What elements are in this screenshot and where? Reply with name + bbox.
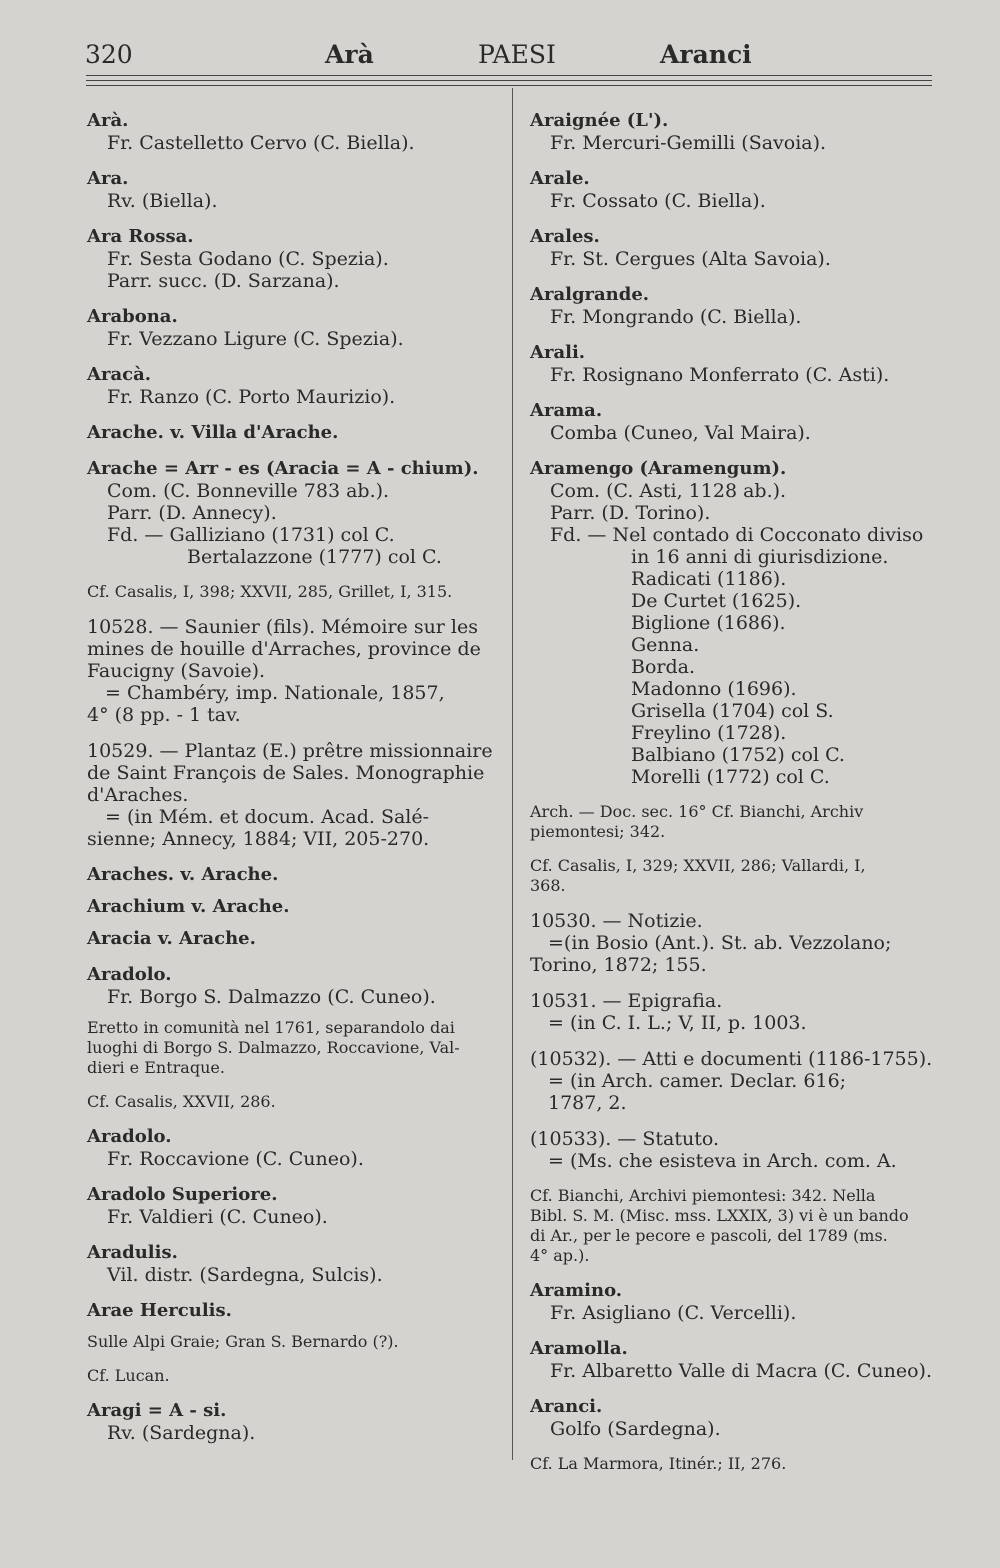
bib-line: 1787, 2. xyxy=(548,1092,627,1114)
bib-line: d'Araches. xyxy=(87,784,189,806)
bib-line: = (in Mém. et docum. Acad. Salé- xyxy=(105,806,430,828)
entry-heading: Aracia v. Arache. xyxy=(87,928,256,949)
citation-line: Arch. — Doc. sec. 16° Cf. Bianchi, Archiv xyxy=(530,802,864,821)
entry-heading: Arache. v. Villa d'Arache. xyxy=(87,422,339,443)
citation: Cf. Casalis, I, 398; XXVII, 285, Grillet, I, 315. xyxy=(87,582,453,601)
citation xyxy=(530,1186,950,1266)
bibliography-item xyxy=(530,1048,950,1114)
entry xyxy=(87,1400,507,1444)
entry-heading: Arae Herculis. xyxy=(87,1300,232,1321)
entry-line: Radicati (1186). xyxy=(631,568,787,590)
entry-heading: Aramolla. xyxy=(530,1338,628,1359)
entry xyxy=(87,226,507,292)
column-divider xyxy=(512,88,513,1460)
entry-heading: Aragi = A - si. xyxy=(87,1400,227,1421)
bib-line: sienne; Annecy, 1884; VII, 205-270. xyxy=(87,828,430,850)
bib-line: 10528. — Saunier (fils). Mémoire sur les xyxy=(87,616,479,638)
entry-line: Fr. Asigliano (C. Vercelli). xyxy=(550,1302,797,1324)
entry xyxy=(87,364,507,408)
entry-line: Morelli (1772) col C. xyxy=(631,766,830,788)
entry-line: Fr. Mongrando (C. Biella). xyxy=(550,306,802,328)
header-rule-bottom xyxy=(86,85,932,86)
entry xyxy=(87,422,507,444)
bibliography-item xyxy=(530,910,950,976)
entry-line: Golfo (Sardegna). xyxy=(550,1418,721,1440)
citation: Cf. La Marmora, Itinér.; II, 276. xyxy=(530,1454,787,1473)
citation-line: 4° ap.). xyxy=(530,1246,590,1265)
bib-line: 10531. — Epigrafia. xyxy=(530,990,723,1012)
entry xyxy=(87,110,507,154)
entry-line: Fr. Cossato (C. Biella). xyxy=(550,190,766,212)
entry xyxy=(530,226,950,270)
bib-line: (10533). — Statuto. xyxy=(530,1128,720,1150)
entry-line: Fr. Borgo S. Dalmazzo (C. Cuneo). xyxy=(107,986,436,1008)
bib-line: = (in C. I. L.; V, II, p. 1003. xyxy=(548,1012,807,1034)
entry-heading: Aradulis. xyxy=(87,1242,178,1263)
bib-line: =(in Bosio (Ant.). St. ab. Vezzolano; xyxy=(548,932,892,954)
citation xyxy=(530,802,950,842)
entry-heading: Arali. xyxy=(530,342,586,363)
entry-line: Rv. (Sardegna). xyxy=(107,1422,256,1444)
entry xyxy=(87,458,507,568)
entry-heading: Arale. xyxy=(530,168,590,189)
entry-heading: Aranci. xyxy=(530,1396,603,1417)
citation-line: Bibl. S. M. (Misc. mss. LXXIX, 3) vi è un bando xyxy=(530,1206,909,1225)
entry-heading: Ara. xyxy=(87,168,129,189)
entry xyxy=(530,400,950,444)
entry-line: Parr. (D. Annecy). xyxy=(107,502,277,524)
entry xyxy=(530,110,950,154)
bib-line: Faucigny (Savoie). xyxy=(87,660,266,682)
entry-line: Fr. Roccavione (C. Cuneo). xyxy=(107,1148,364,1170)
citation-line: Cf. Casalis, I, 329; XXVII, 286; Vallardi, I, xyxy=(530,856,866,875)
entry-line: Fd. — Nel contado di Cocconato diviso xyxy=(550,524,924,546)
entry xyxy=(530,1396,950,1440)
citation-line: di Ar., per le pecore e pascoli, del 1789 (ms. xyxy=(530,1226,888,1245)
entry-heading: Arama. xyxy=(530,400,603,421)
header-rule-top xyxy=(86,75,932,76)
entry-heading: Aradolo Superiore. xyxy=(87,1184,278,1205)
entry-line: Fr. Rosignano Monferrato (C. Asti). xyxy=(550,364,890,386)
entry xyxy=(87,306,507,350)
entry-heading: Arales. xyxy=(530,226,600,247)
entry-heading: Araches. v. Arache. xyxy=(87,864,279,885)
entry-line: Grisella (1704) col S. xyxy=(631,700,834,722)
citation-line: piemontesi; 342. xyxy=(530,822,666,841)
entry xyxy=(87,964,507,1008)
entry-heading: Aramengo (Aramengum). xyxy=(530,458,787,479)
entry xyxy=(87,1242,507,1286)
entry-line: Fr. Albaretto Valle di Macra (C. Cuneo). xyxy=(550,1360,933,1382)
entry-line: Rv. (Biella). xyxy=(107,190,218,212)
bib-line: 10529. — Plantaz (E.) prêtre missionnaire xyxy=(87,740,493,762)
entry-heading: Arabona. xyxy=(87,306,178,327)
entry xyxy=(530,1280,950,1324)
entry-line: Comba (Cuneo, Val Maira). xyxy=(550,422,811,444)
bib-line: 10530. — Notizie. xyxy=(530,910,703,932)
entry xyxy=(87,168,507,212)
entry-line: Genna. xyxy=(631,634,700,656)
entry-line: De Curtet (1625). xyxy=(631,590,802,612)
bib-line: 4° (8 pp. - 1 tav. xyxy=(87,704,241,726)
entry-line: Fr. Valdieri (C. Cuneo). xyxy=(107,1206,328,1228)
entry xyxy=(530,284,950,328)
bib-line: Torino, 1872; 155. xyxy=(530,954,707,976)
entry-heading: Aracà. xyxy=(87,364,152,385)
entry-line: in 16 anni di giurisdizione. xyxy=(631,546,889,568)
entry xyxy=(530,168,950,212)
bibliography-item xyxy=(87,616,507,726)
header-rule-mid xyxy=(86,80,932,81)
citation xyxy=(530,856,950,896)
entry-line: Freylino (1728). xyxy=(631,722,787,744)
bibliography-item xyxy=(530,990,950,1034)
page-number: 320 xyxy=(85,40,133,69)
entry-line: Parr. succ. (D. Sarzana). xyxy=(107,270,340,292)
note-line: luoghi di Borgo S. Dalmazzo, Roccavione, Val- xyxy=(87,1038,460,1057)
entry-heading: Aradolo. xyxy=(87,1126,172,1147)
bib-line: mines de houille d'Arraches, province de xyxy=(87,638,481,660)
left-running-head: Arà xyxy=(325,40,374,69)
entry xyxy=(530,458,950,788)
right-running-head: Aranci xyxy=(660,40,752,69)
page-header xyxy=(0,0,1000,100)
entry-heading: Aradolo. xyxy=(87,964,172,985)
citation-line: 368. xyxy=(530,876,566,895)
entry-line: Biglione (1686). xyxy=(631,612,786,634)
entry-line: Fr. Castelletto Cervo (C. Biella). xyxy=(107,132,415,154)
note-line: dieri e Entraque. xyxy=(87,1058,225,1077)
bib-line: = (in Arch. camer. Declar. 616; xyxy=(548,1070,847,1092)
entry-line: Com. (C. Asti, 1128 ab.). xyxy=(550,480,787,502)
entry-line: Parr. (D. Torino). xyxy=(550,502,711,524)
entry-line: Vil. distr. (Sardegna, Sulcis). xyxy=(107,1264,383,1286)
entry-heading: Arà. xyxy=(87,110,129,131)
entry-line: Fr. Vezzano Ligure (C. Spezia). xyxy=(107,328,404,350)
entry-line: Fr. Sesta Godano (C. Spezia). xyxy=(107,248,389,270)
entry-line: Com. (C. Bonneville 783 ab.). xyxy=(107,480,390,502)
note xyxy=(87,1018,507,1078)
entry-heading: Aramino. xyxy=(530,1280,623,1301)
citation: Cf. Lucan. xyxy=(87,1366,170,1385)
bibliography-item xyxy=(87,740,507,850)
note-line: Eretto in comunità nel 1761, separandolo dai xyxy=(87,1018,455,1037)
entry xyxy=(530,342,950,386)
citation-line: Cf. Bianchi, Archivi piemontesi: 342. Nella xyxy=(530,1186,876,1205)
entry-heading: Aralgrande. xyxy=(530,284,650,305)
entry-heading: Araignée (L'). xyxy=(530,110,669,131)
entry-line: Borda. xyxy=(631,656,696,678)
entry-line: Bertalazzone (1777) col C. xyxy=(187,546,442,568)
entry xyxy=(87,1126,507,1170)
entry-line: Fd. — Galliziano (1731) col C. xyxy=(107,524,395,546)
entry-heading: Arachium v. Arache. xyxy=(87,896,290,917)
entry-line: Fr. St. Cergues (Alta Savoia). xyxy=(550,248,831,270)
entry xyxy=(530,1338,950,1382)
entry-line: Fr. Mercuri-Gemilli (Savoia). xyxy=(550,132,827,154)
bib-line: = (Ms. che esisteva in Arch. com. A. xyxy=(548,1150,897,1172)
bib-line: de Saint François de Sales. Monographie xyxy=(87,762,485,784)
bib-line: = Chambéry, imp. Nationale, 1857, xyxy=(105,682,445,704)
entry xyxy=(87,1184,507,1228)
right-column xyxy=(530,110,950,1474)
citation: Cf. Casalis, XXVII, 286. xyxy=(87,1092,276,1111)
center-running-head: PAESI xyxy=(478,40,556,69)
bibliography-item xyxy=(530,1128,950,1172)
entry-heading: Ara Rossa. xyxy=(87,226,194,247)
note: Sulle Alpi Graie; Gran S. Bernardo (?). xyxy=(87,1332,399,1351)
entry-line: Balbiano (1752) col C. xyxy=(631,744,845,766)
entry-line: Fr. Ranzo (C. Porto Maurizio). xyxy=(107,386,396,408)
left-column xyxy=(87,110,507,1444)
entry-heading: Arache = Arr - es (Aracia = A - chium). xyxy=(87,458,479,479)
bib-line: (10532). — Atti e documenti (1186-1755). xyxy=(530,1048,933,1070)
entry-line: Madonno (1696). xyxy=(631,678,797,700)
